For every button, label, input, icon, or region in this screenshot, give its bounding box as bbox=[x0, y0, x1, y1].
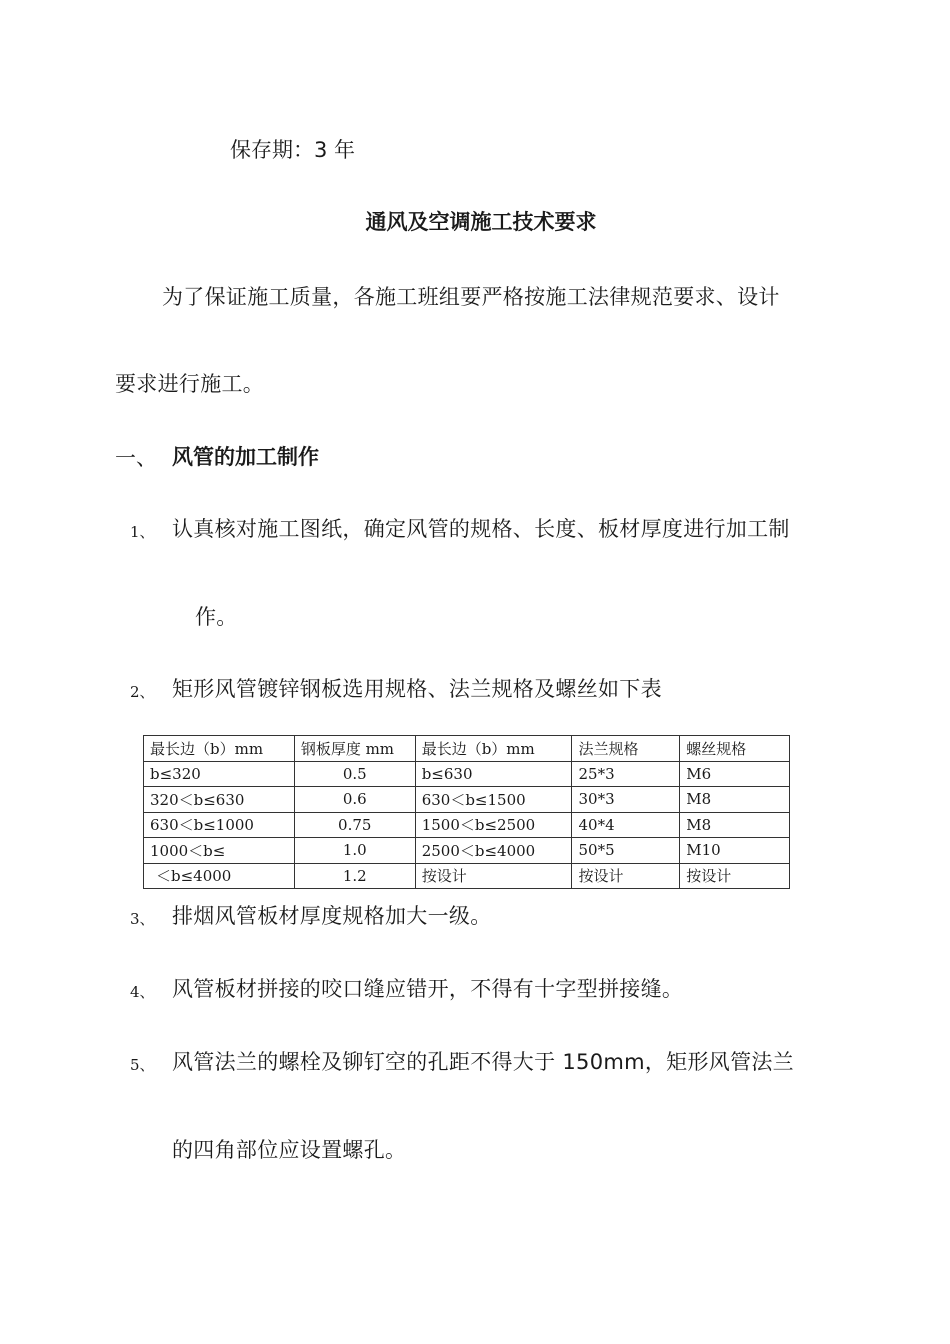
item-text: 风管法兰的螺栓及铆钉空的孔距不得大于 150mm，矩形风管法兰 bbox=[172, 1050, 794, 1074]
table-row bbox=[144, 812, 790, 838]
section-title: 风管的加工制作 bbox=[172, 445, 319, 469]
item-number: 2、 bbox=[130, 683, 155, 701]
table-cell: 25*3 bbox=[572, 761, 680, 787]
table-row bbox=[144, 838, 790, 864]
item-text: 风管板材拼接的咬口缝应错开，不得有十字型拼接缝。 bbox=[172, 977, 684, 1001]
table-cell: b≤320 bbox=[144, 761, 295, 787]
item-number: 3、 bbox=[130, 910, 155, 928]
intro-line-2: 要求进行施工。 bbox=[115, 372, 265, 396]
table-row bbox=[144, 761, 790, 787]
table-cell: 1000＜b≤ bbox=[144, 838, 295, 864]
spec-table bbox=[143, 735, 790, 889]
table-header-row bbox=[144, 736, 790, 762]
item-text-continued: 作。 bbox=[195, 605, 238, 629]
table-cell: 0.5 bbox=[294, 761, 415, 787]
item-text-continued: 的四角部位应设置螺孔。 bbox=[172, 1138, 407, 1162]
table-cell: 按设计 bbox=[572, 863, 680, 889]
table-header-cell: 最长边（b）mm bbox=[415, 736, 572, 762]
table-cell: M6 bbox=[680, 761, 790, 787]
item-number: 4、 bbox=[130, 983, 155, 1001]
table-row bbox=[144, 787, 790, 813]
item-number: 1、 bbox=[130, 523, 155, 541]
table-cell: 0.75 bbox=[294, 812, 415, 838]
table-cell: 2500＜b≤4000 bbox=[415, 838, 572, 864]
table-cell: 1.0 bbox=[294, 838, 415, 864]
item-text: 矩形风管镀锌钢板选用规格、法兰规格及螺丝如下表 bbox=[172, 677, 662, 701]
table-header-cell: 法兰规格 bbox=[572, 736, 680, 762]
item-number: 5、 bbox=[130, 1056, 155, 1074]
retention-period: 保存期：3 年 bbox=[230, 138, 356, 162]
table-header-cell: 钢板厚度 mm bbox=[294, 736, 415, 762]
intro-line-1: 为了保证施工质量，各施工班组要严格按施工法律规范要求、设计 bbox=[162, 285, 780, 309]
item-text: 认真核对施工图纸，确定风管的规格、长度、板材厚度进行加工制 bbox=[172, 517, 790, 541]
table-cell: 30*3 bbox=[572, 787, 680, 813]
table-cell: 1.2 bbox=[294, 863, 415, 889]
table-header-cell: 螺丝规格 bbox=[680, 736, 790, 762]
table-cell: 630＜b≤1000 bbox=[144, 812, 295, 838]
table-cell: 50*5 bbox=[572, 838, 680, 864]
table-header-cell: 最长边（b）mm bbox=[144, 736, 295, 762]
table-cell: 0.6 bbox=[294, 787, 415, 813]
table-cell: M8 bbox=[680, 787, 790, 813]
table-cell: 320＜b≤630 bbox=[144, 787, 295, 813]
table-cell: M8 bbox=[680, 812, 790, 838]
table-cell: 40*4 bbox=[572, 812, 680, 838]
table-cell: 按设计 bbox=[680, 863, 790, 889]
document-title: 通风及空调施工技术要求 bbox=[365, 210, 597, 234]
table-row bbox=[144, 863, 790, 889]
table-cell: b≤630 bbox=[415, 761, 572, 787]
table-cell: ＜b≤4000 bbox=[144, 863, 295, 889]
section-number: 一、 bbox=[115, 446, 157, 470]
table-cell: 1500＜b≤2500 bbox=[415, 812, 572, 838]
table-cell: M10 bbox=[680, 838, 790, 864]
item-text: 排烟风管板材厚度规格加大一级。 bbox=[172, 904, 492, 928]
table-cell: 630＜b≤1500 bbox=[415, 787, 572, 813]
table-cell: 按设计 bbox=[415, 863, 572, 889]
